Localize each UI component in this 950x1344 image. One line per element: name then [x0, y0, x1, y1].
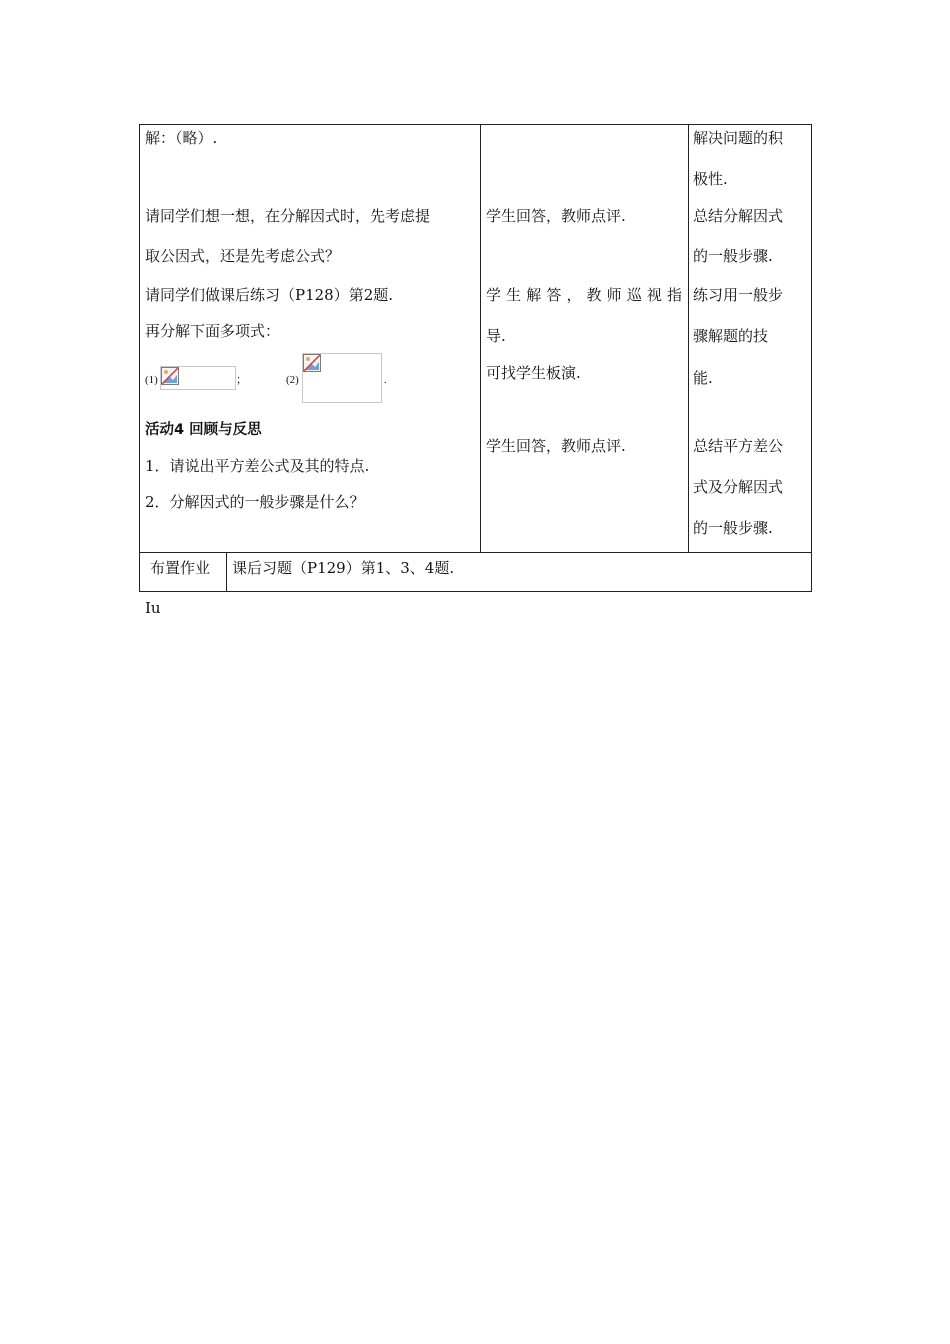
guide-char: 视: [646, 286, 662, 304]
review-question-2: 2．分解因式的一般步骤是什么？: [145, 493, 365, 511]
footer-text: Iu: [145, 599, 161, 617]
guide-char: 师: [606, 286, 622, 304]
guide-line-2: 导.: [486, 327, 506, 345]
row-divider: [139, 552, 812, 553]
question-line-1: 请同学们想一想，在分解因式时，先考虑提: [145, 207, 431, 225]
student-solve-line: [486, 285, 682, 305]
guide-char: 巡: [626, 286, 642, 304]
review-question-1: 1．请说出平方差公式及其的特点.: [145, 457, 370, 475]
board-text: 可找学生板演.: [486, 364, 581, 382]
broken-image-icon: [303, 354, 321, 372]
purpose-line: 总结平方差公: [693, 437, 784, 455]
homework-divider: [226, 552, 227, 592]
guide-char: 指: [666, 286, 682, 304]
formula-image-1: [160, 366, 236, 390]
purpose-line: 练习用一般步: [693, 286, 784, 304]
guide-char: 学: [486, 286, 502, 304]
purpose-line: 能.: [693, 369, 713, 387]
guide-char: 答: [546, 286, 562, 304]
question-line-2: 取公因式，还是先考虑公式？: [145, 247, 341, 265]
item-2-end: .: [384, 374, 387, 386]
factor-prompt: 再分解下面多项式：: [145, 322, 281, 340]
solution-text: 解：（略）.: [145, 129, 218, 147]
exercise-text: 请同学们做课后练习（P128）第2题.: [145, 286, 394, 304]
formula-image-2: [302, 353, 382, 403]
student-answer-1: 学生回答，教师点评.: [486, 207, 626, 225]
guide-char: ，: [566, 286, 582, 304]
item-1-label: (1): [145, 374, 158, 386]
guide-char: 解: [526, 286, 542, 304]
student-answer-2: 学生回答，教师点评.: [486, 437, 626, 455]
column-divider-1: [480, 124, 481, 553]
guide-char: 生: [506, 286, 522, 304]
purpose-line: 极性.: [693, 170, 728, 188]
purpose-line: 解决问题的积: [693, 129, 784, 147]
item-2-label: (2): [286, 374, 299, 386]
homework-label: 布置作业: [150, 559, 211, 577]
homework-content: 课后习题（P129）第1、3、4题.: [232, 559, 455, 577]
broken-image-icon: [161, 367, 179, 385]
purpose-line: 总结分解因式: [693, 207, 784, 225]
item-1-separator: ；: [236, 374, 247, 386]
activity-title: 活动4 回顾与反思: [145, 422, 262, 438]
purpose-line: 骤解题的技: [693, 327, 769, 345]
purpose-line: 的一般步骤.: [693, 519, 773, 537]
purpose-line: 式及分解因式: [693, 478, 784, 496]
guide-char: 教: [586, 286, 602, 304]
column-divider-2: [688, 124, 689, 553]
purpose-line: 的一般步骤.: [693, 247, 773, 265]
